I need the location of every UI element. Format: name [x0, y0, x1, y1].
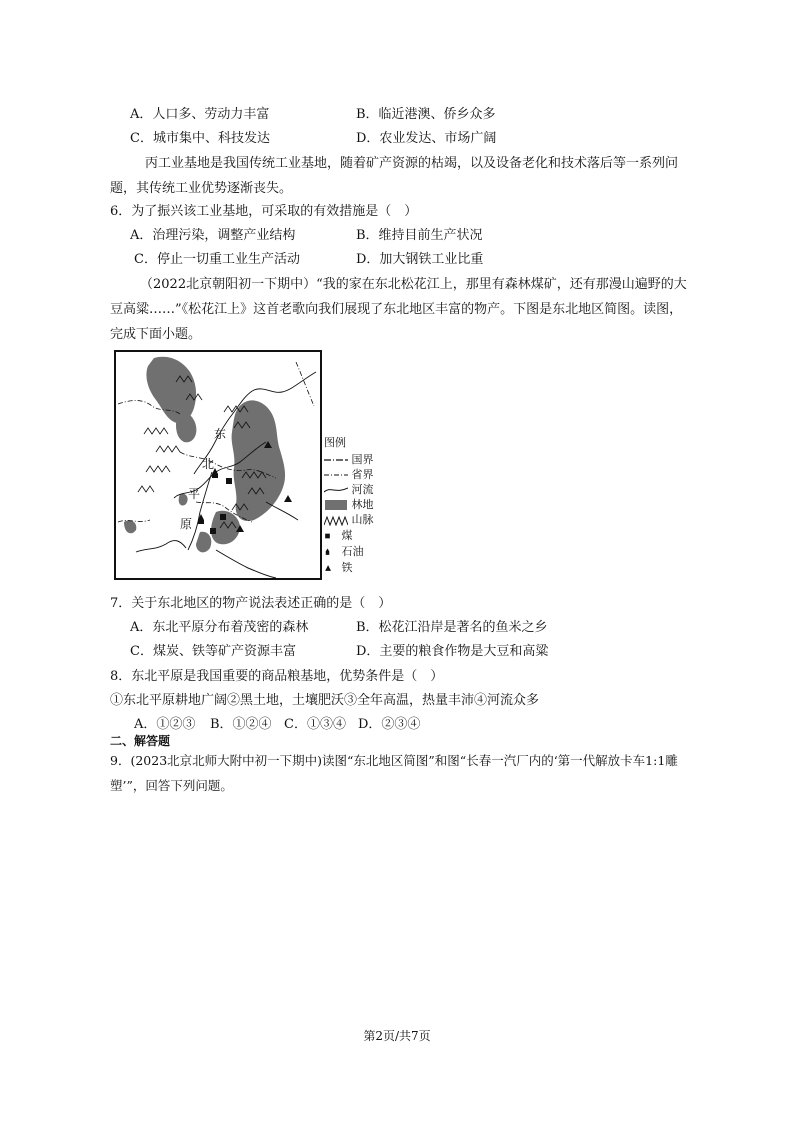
mountain-range-daxinganling	[144, 428, 180, 472]
q6-option-c: C．停止一切重工业生产活动	[134, 252, 300, 267]
passage-songhua-river: （2022北京朝阳初一下期中）“我的家在东北松花江上，那里有森林煤矿，还有那漫山遍野的大豆高粱……”《松花江上》这首老歌向我们展现了东北地区丰富的物产。下图是东北地区简图。读图，完成下面小题。	[110, 277, 687, 342]
q5-option-d: D．农业发达、市场广阔	[356, 131, 497, 146]
oil-icon	[324, 546, 338, 558]
wusuli-river	[266, 502, 298, 520]
q5-option-a: A．人口多、劳动力丰富	[130, 107, 270, 122]
legend-coal: 煤	[324, 529, 353, 543]
legend-national-border: 国界	[324, 453, 374, 467]
q7-option-d: D．主要的粮食作物是大豆和高粱	[356, 644, 549, 659]
legend-title: 图例	[324, 436, 346, 449]
forest-icon	[324, 499, 348, 511]
q9-stem: 9．(2023北京北师大附中初一下期中)读图“东北地区简图”和图“长春一汽厂内的‘第一代解放卡车1:1雕塑’”，回答下列问题。	[110, 753, 678, 793]
q6-option-d: D．加大钢铁工业比重	[356, 252, 484, 267]
forest-areas	[124, 357, 285, 553]
forest-area	[146, 357, 196, 423]
q6-stem: 6．为了振兴该工业基地，可采取的有效措施是（ ）	[110, 204, 418, 219]
q7-option-a: A．东北平原分布着茂密的森林	[130, 620, 309, 635]
provincial-border-icon	[324, 469, 348, 481]
coal-symbol	[220, 514, 226, 520]
q5-option-b: B．临近港澳、侨乡众多	[356, 107, 496, 122]
forest-area	[179, 494, 188, 506]
q7-option-c: C．煤炭、铁等矿产资源丰富	[130, 644, 296, 659]
forest-area	[176, 412, 196, 443]
q8-option-d: D．②③④	[358, 717, 421, 732]
coal-symbol	[226, 478, 232, 484]
legend-mountain: 山脉	[324, 513, 374, 527]
map-label-ping: 平	[188, 487, 201, 501]
q8-stem: 8．东北平原是我国重要的商品粮基地，优势条件是（ ）	[110, 669, 444, 684]
legend-oil: 石油	[324, 545, 364, 559]
passage-industrial-base: 丙工业基地是我国传统工业基地，随着矿产资源的枯竭，以及设备老化和技术落后等一系列问题，其传统工业优势逐渐丧失。	[110, 156, 679, 196]
liao-river	[136, 541, 186, 552]
legend-river: 河流	[324, 483, 374, 497]
national-border-icon	[324, 454, 348, 466]
q8-option-c: C．①③④	[284, 717, 346, 732]
mountain-range-west	[138, 486, 154, 492]
coal-icon	[324, 530, 338, 542]
q6-option-a: A．治理污染，调整产业结构	[130, 228, 296, 243]
mountain-icon	[324, 514, 348, 526]
q5-option-c: C．城市集中、科技发达	[130, 131, 270, 146]
national-border	[296, 362, 314, 406]
coastline	[216, 550, 276, 578]
map-drawing	[116, 352, 320, 578]
forest-area	[196, 532, 211, 553]
river-icon	[324, 484, 348, 496]
legend-provincial-border: 省界	[324, 468, 374, 482]
oil-symbol	[198, 514, 204, 524]
q7-stem: 7．关于东北地区的物产说法表述正确的是（ ）	[110, 596, 392, 611]
q8-option-b: B．①②④	[210, 717, 272, 732]
q8-conditions: ①东北平原耕地广阔②黑土地，土壤肥沃③全年高温，热量丰沛④河流众多	[110, 693, 540, 708]
q7-option-b: B．松花江沿岸是著名的鱼米之乡	[356, 620, 548, 635]
map-label-yuan: 原	[180, 517, 193, 531]
section-heading-answer-questions: 二、解答题	[110, 734, 171, 748]
page-footer: 第2页/共7页	[363, 1029, 431, 1043]
provincial-border	[118, 520, 150, 522]
borders	[118, 362, 314, 522]
legend-iron: 铁	[324, 561, 353, 575]
iron-symbol	[284, 495, 292, 502]
coal-symbol	[210, 528, 216, 534]
legend-forest: 林地	[324, 498, 374, 512]
iron-icon	[324, 562, 338, 574]
map-label-bei: 北	[202, 457, 215, 471]
northeast-china-map	[114, 350, 322, 580]
forest-area	[124, 520, 136, 533]
q8-option-a: A．①②③	[134, 717, 196, 732]
map-label-dong: 东	[214, 427, 227, 441]
q6-option-b: B．维持目前生产状况	[356, 228, 483, 243]
